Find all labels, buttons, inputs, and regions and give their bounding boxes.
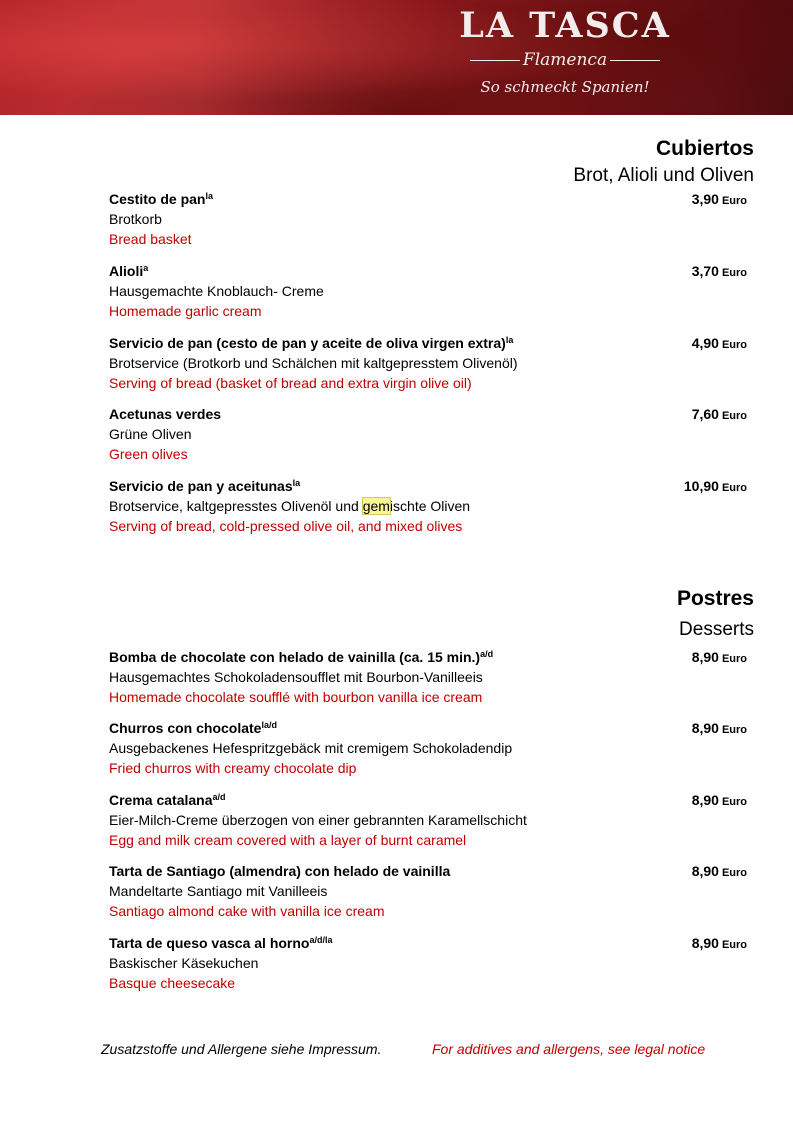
item-description-en: Fried churros with creamy chocolate dip [109, 760, 357, 776]
item-price: 3,90 Euro [691, 191, 747, 207]
brand-name: LA TASCA [459, 5, 671, 46]
item-price: 4,90 Euro [691, 335, 747, 351]
item-name: Tarta de Santiago (almendra) con helado de vainilla [109, 863, 451, 879]
item-name: Bomba de chocolate con helado de vainilla (ca. 15 min.) [109, 649, 481, 665]
item-description-en: Basque cheesecake [109, 975, 236, 991]
item-allergen: la/d [261, 720, 277, 730]
menu-item [109, 790, 749, 850]
item-allergen: a/d [480, 649, 494, 659]
item-allergen: la [292, 478, 301, 488]
item-description-en: Santiago almond cake with vanilla ice cream [109, 903, 385, 919]
menu-item [109, 261, 749, 321]
item-name: Servicio de pan (cesto de pan y aceite de oliva virgen extra) [109, 335, 506, 351]
item-name: Acetunas verdes [109, 406, 222, 422]
item-description-de: Ausgebackenes Hefespritzgebäck mit cremigem Schokoladendip [109, 740, 513, 756]
item-price: 3,70 Euro [691, 263, 747, 279]
item-description-de: Baskischer Käsekuchen [109, 955, 259, 971]
item-description-en: Homemade chocolate soufflé with bourbon vanilla ice cream [109, 689, 483, 705]
item-description-en: Green olives [109, 446, 188, 462]
section-subtitle-cubiertos: Brot, Alioli und Oliven [573, 165, 754, 186]
menu-item [109, 404, 749, 464]
item-description-en: Egg and milk cream covered with a layer of burnt caramel [109, 832, 467, 848]
menu-item [109, 933, 749, 993]
item-description-en: Homemade garlic cream [109, 303, 262, 319]
item-allergen: a/d [212, 792, 226, 802]
logo-rule-right [610, 60, 660, 61]
section-subtitle-postres: Desserts [679, 619, 754, 640]
header-banner [0, 0, 793, 115]
item-price: 8,90 Euro [691, 720, 747, 736]
item-name: Churros con chocolate [109, 720, 262, 736]
menu-item [109, 861, 749, 921]
section-title-postres: Postres [676, 587, 754, 610]
footer-note-en: For additives and allergens, see legal notice [432, 1041, 706, 1057]
highlight-annotation[interactable]: gem [362, 498, 390, 514]
item-description-de: Brotservice, kaltgepresstes Olivenöl und gemischte Oliven [109, 498, 471, 514]
item-description-de: Brotservice (Brotkorb und Schälchen mit kaltgepresstem Olivenöl) [109, 355, 518, 371]
item-allergen: a [143, 263, 149, 273]
item-description-de: Hausgemachtes Schokoladensoufflet mit Bourbon-Vanilleeis [109, 669, 483, 685]
item-name: Alioli [109, 263, 144, 279]
brand-tagline: So schmeckt Spanien! [480, 78, 650, 96]
item-price: 8,90 Euro [691, 649, 747, 665]
item-name: Crema catalana [109, 792, 213, 808]
menu-item [109, 333, 749, 393]
item-name: Cestito de pan [109, 191, 206, 207]
item-price: 7,60 Euro [691, 406, 747, 422]
item-allergen: la [205, 191, 213, 201]
item-description-en: Serving of bread (basket of bread and extra virgin olive oil) [109, 375, 472, 391]
item-description-de: Hausgemachte Knoblauch- Creme [109, 283, 324, 299]
item-price: 8,90 Euro [691, 792, 747, 808]
item-description-de: Mandeltarte Santiago mit Vanilleeis [109, 883, 328, 899]
menu-item [109, 718, 749, 778]
logo-rule-left [470, 60, 520, 61]
item-price: 8,90 Euro [691, 863, 747, 879]
menu-item [109, 189, 749, 249]
item-allergen: a/d/la [309, 935, 333, 945]
brand-logo [440, 4, 690, 98]
item-description-de: Grüne Oliven [109, 426, 192, 442]
item-name: Tarta de queso vasca al horno [109, 935, 310, 951]
item-price: 10,90 Euro [683, 478, 747, 494]
section-title-cubiertos: Cubiertos [655, 137, 754, 160]
item-price: 8,90 Euro [691, 935, 747, 951]
item-name: Servicio de pan y aceitunas [109, 478, 293, 494]
item-description-en: Serving of bread, cold-pressed olive oil, and mixed olives [109, 518, 463, 534]
item-description-de: Brotkorb [109, 211, 162, 227]
item-description-de: Eier-Milch-Creme überzogen von einer gebrannten Karamellschicht [109, 812, 527, 828]
footer-note-de: Zusatzstoffe und Allergene siehe Impressum. [101, 1041, 382, 1057]
menu-item [109, 476, 749, 536]
item-allergen: la [505, 335, 514, 345]
menu-item [109, 647, 749, 707]
brand-sub: Flamenca [522, 50, 608, 70]
item-description-en: Bread basket [109, 231, 192, 247]
